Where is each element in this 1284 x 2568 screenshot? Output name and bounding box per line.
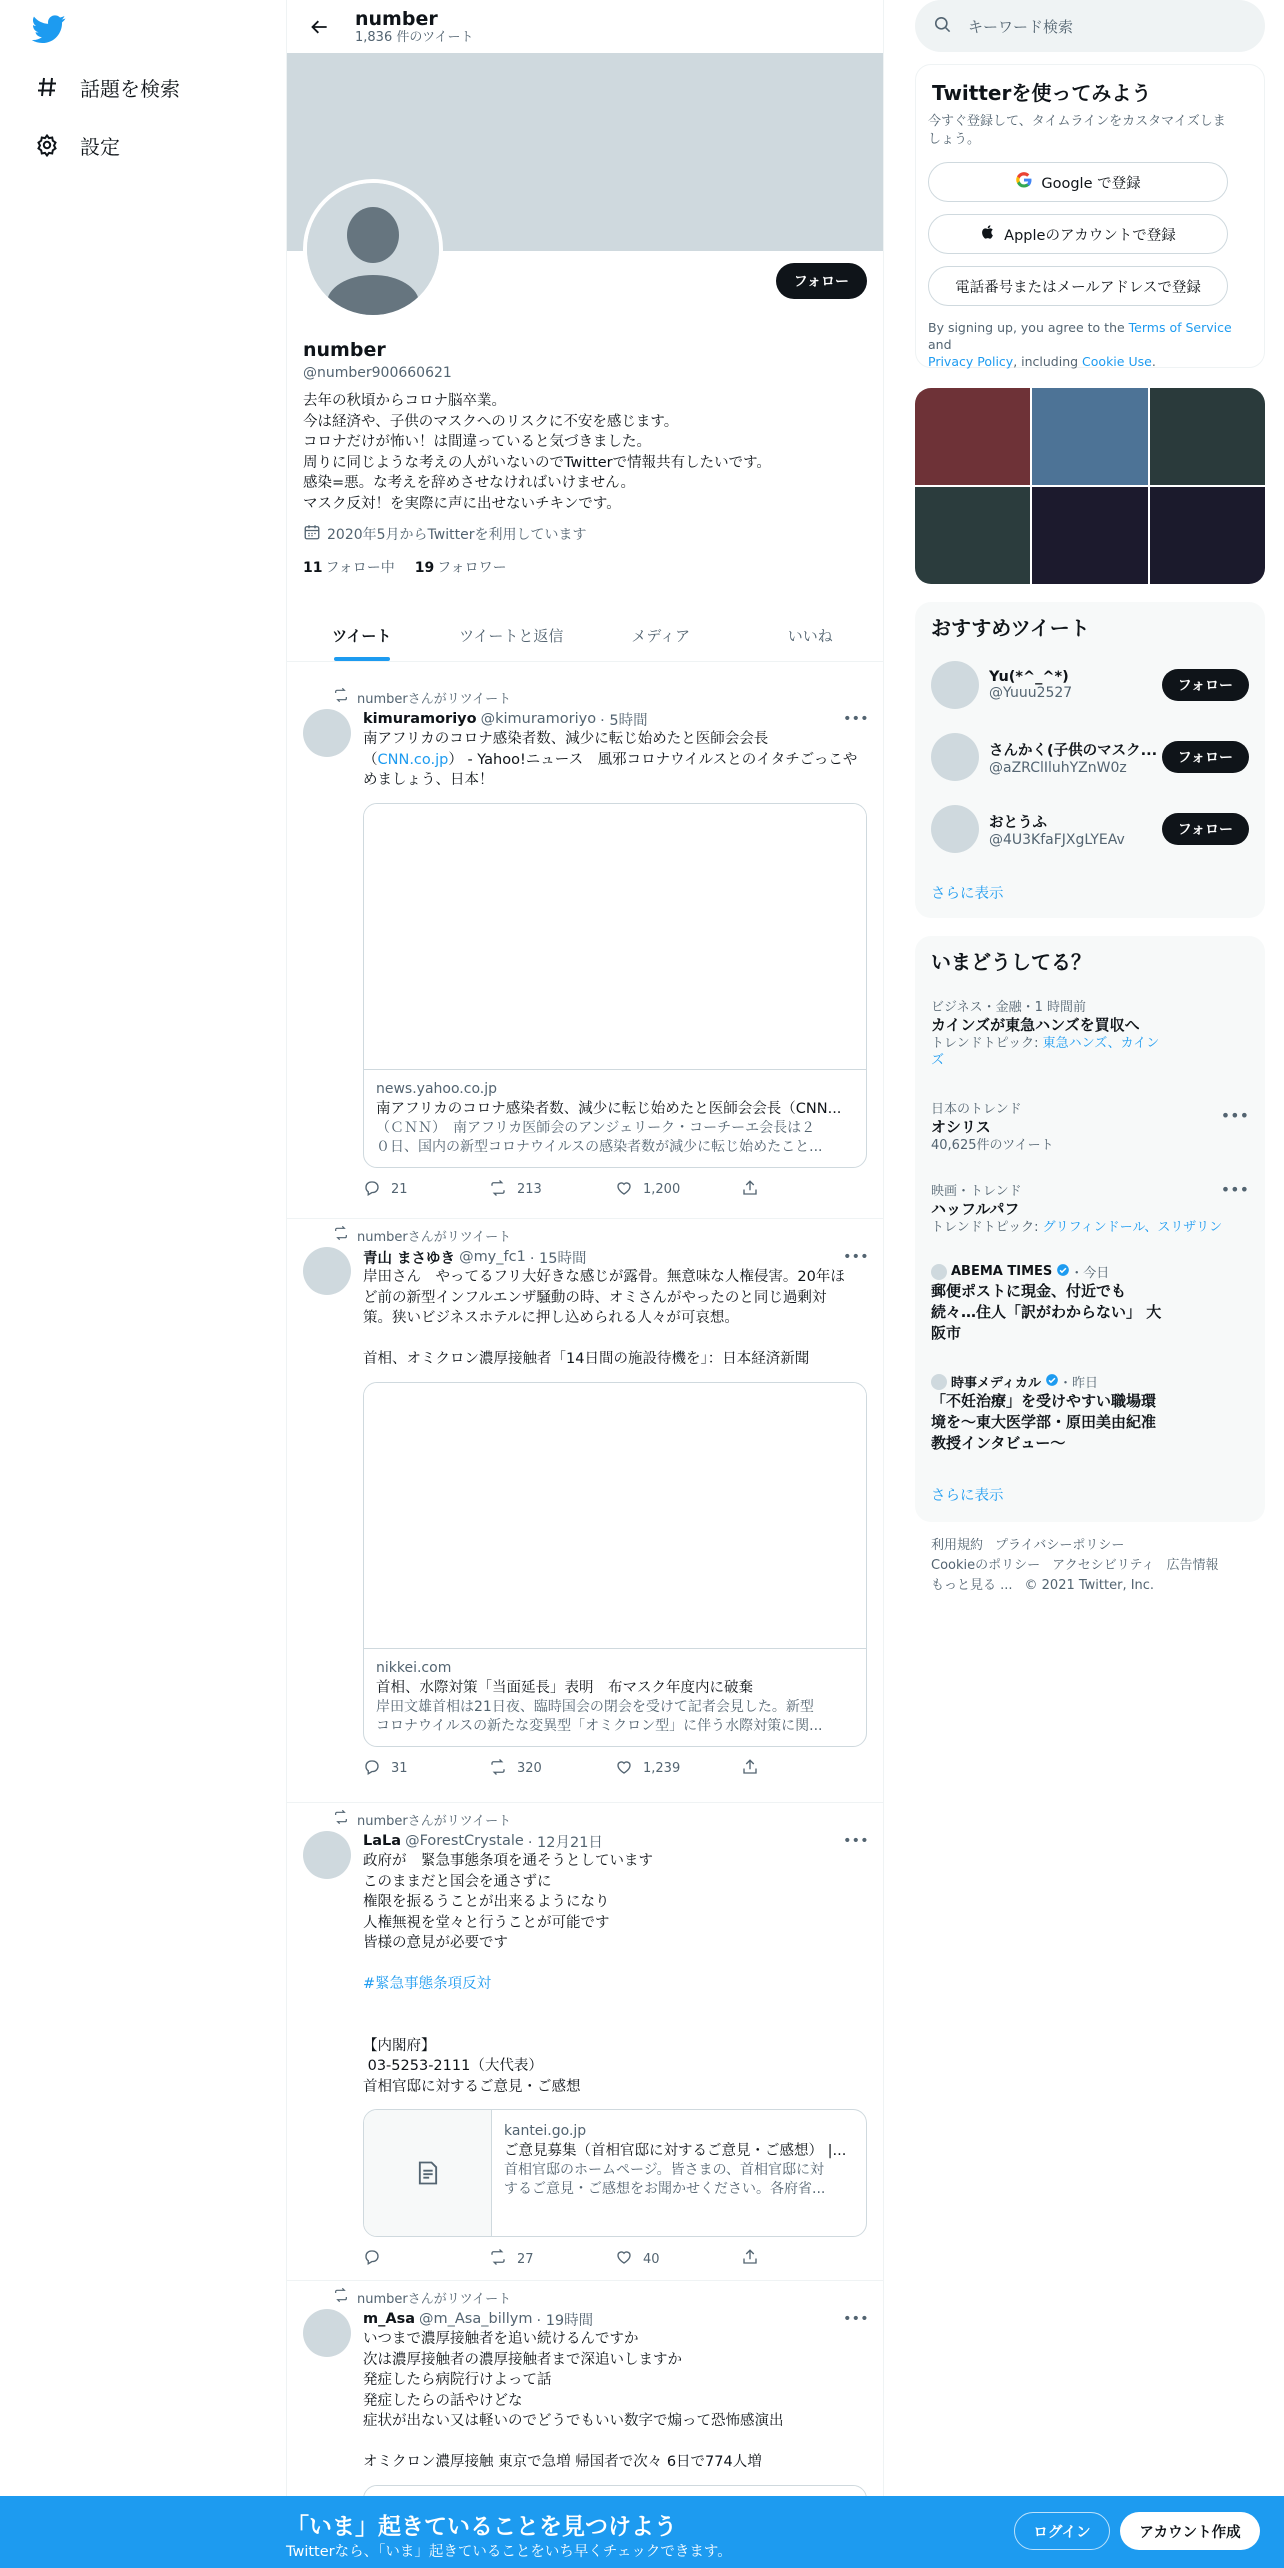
trend-tweet-count: 40,625件のツイート	[931, 1138, 1054, 1153]
tweet-text-line: 次は濃厚接触者の濃厚接触者まで深追いしますか	[363, 2351, 682, 2368]
recommended-user-handle: @4U3KfaFJXgLYEAv	[989, 831, 1125, 848]
google-signup-button[interactable]	[928, 162, 1228, 202]
tweet-text-line: 権限を振るうことが出来るようになり	[363, 1894, 610, 1910]
news-time: ・昨日	[1058, 1376, 1098, 1391]
trend-category: ビジネス・金融・1 時間前	[931, 1000, 1087, 1015]
media-thumbnail[interactable]	[1032, 388, 1147, 485]
like-count: 40	[643, 2251, 660, 2267]
tweet-text-fragment: （	[363, 751, 378, 768]
reply-icon	[363, 2248, 381, 2270]
tweet-link[interactable]: CNN.co.jp	[377, 751, 449, 768]
main-column	[286, 0, 884, 2568]
tweet-text-line: 首相、オミクロン濃厚接触者「14日間の施設待機を」：日本経済新聞	[363, 1351, 810, 1367]
tweet-author-name[interactable]: kimuramoriyo	[363, 711, 477, 727]
bio-line: 今は経済や、子供のマスクへのリスクに不安を感じます。	[303, 413, 679, 430]
like-count: 1,239	[643, 1761, 681, 1776]
footer-links	[931, 1536, 1261, 1596]
news-time: ・今日	[1070, 1266, 1110, 1281]
footer-link[interactable]: アクセシビリティ	[1052, 1558, 1155, 1573]
tweet[interactable]	[287, 681, 883, 1219]
card-domain: kantei.go.jp	[504, 2123, 587, 2139]
tweet[interactable]	[287, 1219, 883, 1803]
left-nav	[0, 0, 286, 2568]
tweet-text-line: 発症したらの話やけどな	[363, 2392, 523, 2409]
card-title: ご意見募集（首相官邸に対するご意見・ご感想） |...	[504, 2143, 847, 2159]
nav-settings-label: 設定	[80, 134, 120, 159]
like-button[interactable]	[615, 1758, 741, 1780]
profile-name: number	[303, 339, 386, 361]
privacy-link[interactable]: Privacy Policy	[928, 354, 1014, 369]
tweet-text-line: 症状が出ない又は軽いのでどうでもいい数字で煽って恐怖感演出	[363, 2413, 784, 2429]
reply-button[interactable]	[363, 2248, 489, 2270]
tweet-author-name[interactable]: m_Asa	[363, 2311, 415, 2327]
follow-button[interactable]: フォロー	[1162, 741, 1249, 773]
tweet-text-line: 政府が 緊急事態条項を通そうとしています	[363, 1853, 653, 1869]
footer-more-link[interactable]: もっと見る ...	[931, 1578, 1013, 1593]
more-icon[interactable]: •••	[843, 711, 869, 727]
follow-button[interactable]: フォロー	[1162, 669, 1249, 701]
share-button[interactable]	[741, 1758, 867, 1780]
footer-link[interactable]: プライバシーポリシー	[995, 1538, 1125, 1553]
card-desc: 岸田文雄首相は21日夜、臨時国会の閉会を受けて記者会見した。新型	[376, 1698, 814, 1715]
following-count: 11	[303, 560, 323, 576]
signup-subtitle-line: しょう。	[928, 132, 981, 147]
news-title: 教授インタビュー～	[931, 1434, 1066, 1452]
follow-counts	[303, 557, 507, 577]
profile-tabs	[287, 609, 884, 662]
tab-media[interactable]: メディア	[631, 626, 691, 645]
retweet-icon	[333, 1225, 349, 1245]
bottom-bar-subtitle: Twitterなら、「いま」起きていることをいち早くチェックできます。	[286, 2544, 732, 2560]
phone-email-signup-button[interactable]: 電話番号またはメールアドレスで登録	[928, 266, 1228, 306]
card-desc: 首相官邸のホームページ。皆さまの、首相官邸に対	[504, 2162, 825, 2178]
media-thumbnail[interactable]	[1150, 388, 1265, 485]
bio-line: 感染=悪。な考えを辞めさせなければいけません。	[303, 475, 636, 491]
card-desc: するご意見・ご感想をお聞かせください。各府省...	[504, 2181, 826, 2197]
tweet-time[interactable]: · 15時間	[529, 1250, 587, 1267]
following-label: フォロー中	[325, 560, 395, 576]
tweet-text-line: 人権無視を堂々と行うことが可能です	[363, 1914, 610, 1931]
legal-text: .	[1151, 354, 1156, 369]
follow-button[interactable]: フォロー	[776, 263, 867, 299]
cookie-link[interactable]: Cookie Use	[1082, 354, 1152, 369]
profile-info	[287, 251, 883, 681]
trend-item[interactable]	[931, 1098, 1249, 1154]
recommended-panel	[915, 602, 1265, 918]
tweet-text-line: 岸田さん やってるフリ大好きな感じが露骨。無意味な人権侵害。20年ほ	[363, 1269, 845, 1285]
search-box[interactable]	[915, 0, 1265, 52]
tweet-text-line: めましょう、日本！	[363, 772, 494, 788]
tweet-author-handle[interactable]: @my_fc1	[459, 1249, 526, 1265]
signup-legal	[928, 319, 1254, 370]
tweet-text-line: 皆様の意見が必要です	[363, 1935, 508, 1951]
calendar-icon	[303, 523, 321, 545]
joined-text: 2020年5月からTwitterを利用しています	[327, 527, 587, 543]
tweet-text	[363, 2329, 867, 2473]
card-image	[364, 804, 866, 1070]
footer-link[interactable]: 利用規約	[931, 1538, 984, 1553]
tweet-author-name[interactable]: 青山 まさゆき	[363, 1250, 456, 1267]
login-button[interactable]: ログイン	[1014, 2512, 1110, 2550]
bio-line: 周りに同じような考えの人がいないのでTwitterで情報共有したいです。	[303, 454, 771, 471]
link-card[interactable]	[363, 2109, 867, 2237]
card-image	[364, 1383, 866, 1649]
retweet-indicator	[303, 689, 867, 705]
tweet-text-fragment: ） - Yahoo!ニュース 風邪コロナウイルスとのイタチごっこや	[448, 751, 858, 768]
retweet-count: 213	[517, 1182, 542, 1197]
tweet-text-line: 03-5253-2111（大代表）	[363, 2058, 543, 2074]
bottom-signup-bar	[0, 2496, 1284, 2568]
more-icon[interactable]: •••	[843, 2311, 869, 2327]
tweet-actions	[363, 1168, 867, 1212]
hashtag-link[interactable]: #緊急事態条項反対	[363, 1976, 492, 1992]
tweet-text-line: このままだと国会を通さずに	[363, 1873, 552, 1890]
retweet-indicator	[303, 1811, 867, 1827]
trend-item[interactable]	[931, 996, 1249, 1069]
news-source-avatar	[931, 1264, 947, 1280]
link-card[interactable]	[363, 803, 867, 1168]
recommended-user-name: Yu(*^_^*)	[989, 669, 1069, 685]
tweet-text-line: 策。狭いビジネスホテルに押し込められる人々が可哀想。	[363, 1310, 739, 1326]
tweet-avatar[interactable]	[303, 2309, 351, 2357]
tweet[interactable]	[287, 1803, 883, 2281]
heart-icon	[615, 1758, 633, 1780]
profile-media-grid	[915, 388, 1265, 584]
joined-date	[303, 523, 586, 545]
tweet-avatar[interactable]	[303, 1831, 351, 1879]
show-more-link[interactable]: さらに表示	[931, 1488, 1004, 1504]
tweet-author-name[interactable]: LaLa	[363, 1833, 402, 1849]
signup-button[interactable]: アカウント作成	[1120, 2512, 1260, 2550]
google-signup-label: Google で登録	[1041, 175, 1141, 192]
tweet-text-line: 南アフリカのコロナ感染者数、減少に転じ始めたと医師会会長	[363, 731, 769, 747]
profile-avatar[interactable]	[303, 179, 443, 319]
news-title: 続々…住人「訳がわからない」 大	[931, 1303, 1162, 1321]
reply-icon	[363, 1758, 381, 1780]
nav-settings[interactable]	[34, 121, 120, 169]
verified-icon	[1045, 1373, 1059, 1391]
retweet-indicator	[303, 1227, 867, 1243]
signup-subtitle-line: 今すぐ登録して、タイムラインをカスタマイズしま	[928, 114, 1226, 129]
tweet-time[interactable]: · 19時間	[536, 2312, 594, 2329]
bio-line: コロナだけが怖い！は間違っていると気づきました。	[303, 434, 651, 450]
tweet-text-line	[363, 2432, 867, 2453]
card-title: 南アフリカのコロナ感染者数、減少に転じ始めたと医師会会長（CNN...	[376, 1100, 842, 1117]
news-source-avatar	[931, 1374, 947, 1390]
tweet-text-line: 首相官邸に対するご意見・ご感想	[363, 2078, 581, 2095]
media-thumbnail[interactable]	[915, 487, 1030, 584]
heart-icon	[615, 2248, 633, 2270]
footer-link[interactable]: Cookieのポリシー	[931, 1558, 1041, 1573]
tab-tweets[interactable]: ツイート	[287, 609, 437, 661]
tweet-text-line: 【内閣府】	[363, 2037, 436, 2054]
tab-likes[interactable]: いいね	[787, 626, 833, 645]
reply-button[interactable]	[363, 1758, 489, 1780]
tab-tweets-and-replies[interactable]: ツイートと返信	[459, 626, 564, 645]
follow-button[interactable]: フォロー	[1162, 813, 1249, 845]
tweet-time[interactable]: · 12月21日	[527, 1834, 603, 1851]
retweet-label: numberさんがリツイート	[357, 691, 512, 707]
news-item[interactable]	[931, 1372, 1249, 1454]
like-button[interactable]	[615, 1179, 741, 1201]
retweet-button[interactable]	[489, 1758, 615, 1780]
tweet-author-handle[interactable]: @m_Asa_billym	[419, 2311, 533, 2327]
news-title: 境を～東大医学部・原田美由紀准	[931, 1413, 1157, 1431]
recommended-user-name: さんかく(子供のマスク...	[989, 742, 1158, 759]
more-icon[interactable]: •••	[843, 1833, 869, 1849]
profile-handle: @number900660621	[303, 365, 452, 381]
reply-button[interactable]	[363, 1179, 489, 1201]
retweet-icon	[489, 1179, 507, 1201]
back-arrow-icon[interactable]	[303, 10, 337, 44]
bottom-bar-title: 「いま」起きていることを見つけよう	[286, 2514, 677, 2540]
search-icon	[933, 15, 952, 38]
avatar[interactable]	[931, 805, 979, 853]
nav-explore[interactable]	[34, 63, 180, 111]
nav-explore-label: 話題を検索	[80, 76, 180, 101]
legal-text: , including	[1013, 354, 1083, 369]
more-icon[interactable]: •••	[843, 1249, 869, 1265]
gear-icon	[34, 132, 60, 158]
apple-signup-label: Appleのアカウントで登録	[1004, 227, 1176, 244]
tweet-text	[363, 1851, 867, 2097]
reply-icon	[363, 1179, 381, 1201]
trend-title: オシリス	[931, 1118, 991, 1136]
trend-topic-link[interactable]: ズ	[931, 1053, 945, 1068]
retweet-icon	[489, 1758, 507, 1780]
trend-topic-link[interactable]: 東急ハンズ、カイン	[1042, 1036, 1160, 1051]
tweet-author-handle[interactable]: @kimuramoriyo	[480, 711, 597, 727]
tweet-author-handle[interactable]: @ForestCrystale	[405, 1833, 524, 1849]
retweet-button[interactable]	[489, 1179, 615, 1201]
like-button[interactable]	[615, 2248, 741, 2270]
news-item[interactable]	[931, 1262, 1249, 1344]
copyright: © 2021 Twitter, Inc.	[1024, 1578, 1155, 1593]
retweet-label: numberさんがリツイート	[357, 1229, 512, 1245]
tweet-time[interactable]: · 5時間	[600, 712, 648, 729]
tweet-text-line: 発症したら病院行けよって話	[363, 2372, 552, 2388]
trend-category: 映画・トレンド	[931, 1184, 1022, 1199]
retweet-icon	[333, 2287, 349, 2307]
trend-sub-label: トレンドトピック:	[931, 1036, 1043, 1051]
retweet-count: 27	[517, 2251, 534, 2267]
link-card[interactable]	[363, 1382, 867, 1747]
followers-label: フォロワー	[437, 560, 507, 576]
card-domain: nikkei.com	[376, 1659, 452, 1676]
following-link[interactable]	[303, 557, 395, 577]
card-desc: （ＣＮＮ） 南アフリカ医師会のアンジェリーク・コーチーエ会長は２	[376, 1119, 816, 1136]
retweet-label: numberさんがリツイート	[357, 1813, 512, 1829]
terms-link[interactable]: Terms of Service	[1128, 320, 1232, 335]
like-count: 1,200	[643, 1182, 681, 1197]
trends-title: いまどうしてる？	[931, 950, 1091, 974]
share-button[interactable]	[741, 1179, 867, 1201]
recommended-user[interactable]	[931, 657, 1249, 713]
trend-sub-label: トレンドトピック:	[931, 1220, 1043, 1235]
google-icon	[1015, 171, 1033, 193]
news-source: ABEMA TIMES	[951, 1264, 1053, 1279]
card-desc: ０日、国内の新型コロナウイルスの感染者数が減少に転じ始めたこと...	[376, 1138, 823, 1155]
tweet-text	[363, 729, 867, 791]
news-title: 郵便ポストに現金、付近でも	[931, 1282, 1127, 1300]
followers-link[interactable]	[415, 557, 507, 577]
avatar[interactable]	[931, 661, 979, 709]
header-tweet-count: 1,836 件のツイート	[355, 29, 474, 45]
media-thumbnail[interactable]	[915, 388, 1030, 485]
tweet-text	[363, 1267, 867, 1370]
reply-count: 21	[391, 1182, 408, 1197]
document-icon	[364, 2110, 492, 2236]
share-icon	[741, 1179, 759, 1201]
share-icon	[741, 1758, 759, 1780]
tweet-actions	[363, 1747, 867, 1791]
trend-title: カインズが東急ハンズを買収へ	[931, 1016, 1140, 1034]
apple-signup-button[interactable]	[928, 214, 1228, 254]
recommended-user-name: おとうふ	[989, 814, 1047, 831]
profile-header	[287, 0, 883, 53]
trend-title: ハッフルパフ	[931, 1200, 1020, 1218]
retweet-count: 320	[517, 1761, 542, 1776]
news-title: 阪市	[931, 1324, 962, 1342]
recommended-user[interactable]	[931, 801, 1249, 857]
card-desc: コロナウイルスの新たな変異型「オミクロン型」に伴う水際対策に関...	[376, 1717, 823, 1734]
share-button[interactable]	[741, 2248, 867, 2270]
heart-icon	[615, 1179, 633, 1201]
hashtag-icon	[34, 74, 60, 100]
signup-panel	[915, 64, 1265, 368]
avatar[interactable]	[931, 733, 979, 781]
card-domain: news.yahoo.co.jp	[376, 1080, 497, 1097]
retweet-label: numberさんがリツイート	[357, 2291, 512, 2307]
show-more-link[interactable]: さらに表示	[931, 886, 1004, 902]
tweet-text-line: いつまで濃厚接触者を追い続けるんですか	[363, 2331, 639, 2347]
tweet-text-line: オミクロン濃厚接触 東京で急増 帰国者で次々 6日で774人増	[363, 2454, 762, 2470]
recommended-user-handle: @aZRClIluhYZnW0z	[989, 759, 1127, 776]
twitter-logo-icon[interactable]	[32, 12, 66, 46]
search-placeholder: キーワード検索	[968, 17, 1074, 36]
tweet-text-line: ど前の新型インフルエンザ騒動の時、オミさんがやったのと同じ過剰対	[363, 1289, 827, 1306]
legal-text: By signing up, you agree to the	[928, 320, 1129, 335]
tweet-actions	[363, 2237, 867, 2281]
trends-panel	[915, 936, 1265, 1522]
card-title: 首相、水際対策「当面延長」表明 布マスク年度内に破棄	[376, 1679, 753, 1696]
retweet-icon	[489, 2248, 507, 2270]
retweet-button[interactable]	[489, 2248, 615, 2270]
signup-title: Twitterを使ってみよう	[932, 81, 1152, 105]
news-title: 「不妊治療」を受けやすい職場環	[931, 1392, 1157, 1410]
trend-item[interactable]	[931, 1180, 1249, 1236]
media-thumbnail[interactable]	[1032, 487, 1147, 584]
recommended-user-handle: @Yuuu2527	[989, 685, 1073, 701]
media-thumbnail[interactable]	[1150, 487, 1265, 584]
bio-line: 去年の秋頃からコロナ脳卒業。	[303, 393, 506, 409]
header-title: number	[355, 7, 438, 30]
more-icon[interactable]: •••	[1220, 1106, 1249, 1125]
reply-count: 31	[391, 1761, 408, 1776]
trend-topic-link[interactable]: グリフィンドール、スリザリン	[1042, 1220, 1223, 1235]
retweet-icon	[333, 687, 349, 707]
bio-line: マスク反対！を実際に声に出せないチキンです。	[303, 495, 621, 512]
news-source: 時事メディカル	[951, 1376, 1041, 1391]
followers-count: 19	[414, 560, 435, 576]
retweet-indicator	[303, 2289, 867, 2305]
verified-icon	[1056, 1263, 1070, 1281]
signup-subtitle	[928, 113, 1226, 149]
retweet-icon	[333, 1809, 349, 1829]
tweet-text-line	[363, 1329, 867, 1350]
recommended-title: おすすめツイート	[931, 616, 1090, 640]
tweet-avatar[interactable]	[303, 1247, 351, 1295]
footer-link[interactable]: 広告情報	[1166, 1558, 1219, 1573]
legal-text: and	[928, 337, 952, 352]
share-icon	[741, 2248, 759, 2270]
apple-icon	[980, 223, 996, 245]
profile-bio	[303, 391, 863, 514]
trend-category: 日本のトレンド	[931, 1102, 1022, 1117]
recommended-user[interactable]	[931, 729, 1249, 785]
more-icon[interactable]: •••	[1220, 1180, 1249, 1199]
tweet-avatar[interactable]	[303, 709, 351, 757]
